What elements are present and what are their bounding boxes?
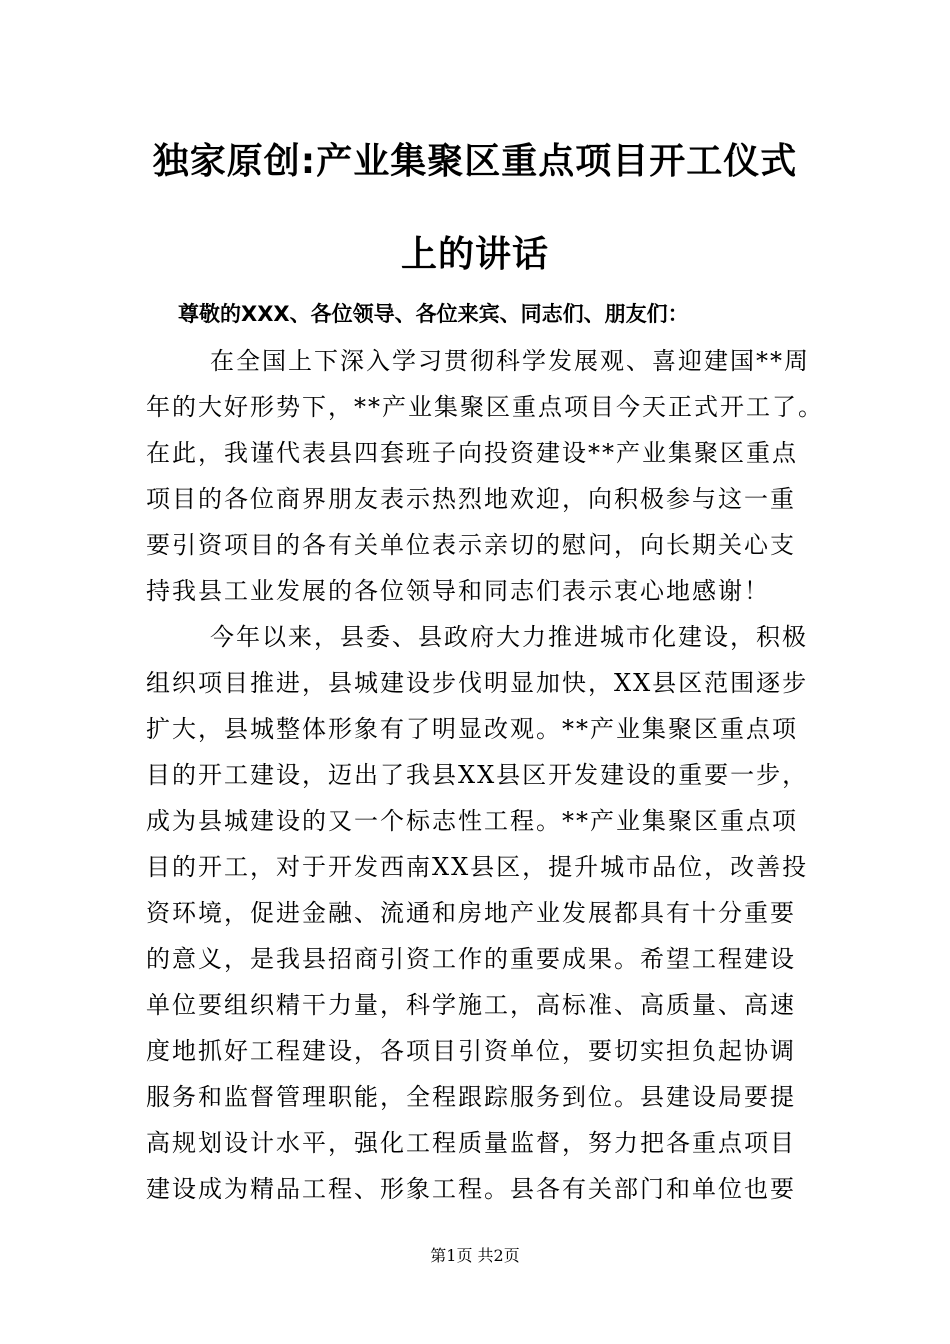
page-footer: 第1页 共2页 <box>430 1246 520 1265</box>
paragraph-line: 单位要组织精干力量，科学施工，高标准、高质量、高速 <box>146 991 796 1019</box>
paragraph-line: 项目的各位商界朋友表示热烈地欢迎，向积极参与这一重 <box>146 485 796 513</box>
paragraph-line: 要引资项目的各有关单位表示亲切的慰问，向长期关心支 <box>146 531 796 559</box>
paragraph-line: 扩大，县城整体形象有了明显改观。**产业集聚区重点项 <box>146 715 798 743</box>
document-title-line-1: 独家原创:产业集聚区重点项目开工仪式 <box>152 141 798 182</box>
paragraph-line: 持我县工业发展的各位领导和同志们表示衷心地感谢！ <box>146 577 770 605</box>
paragraph-line: 在此，我谨代表县四套班子向投资建设**产业集聚区重点 <box>146 439 798 467</box>
paragraph-line: 的意义，是我县招商引资工作的重要成果。希望工程建设 <box>146 945 796 973</box>
paragraph-line: 今年以来，县委、县政府大力推进城市化建设，积极 <box>210 623 808 651</box>
paragraph-line: 度地抓好工程建设，各项目引资单位，要切实担负起协调 <box>146 1037 796 1065</box>
paragraph-line: 资环境，促进金融、流通和房地产业发展都具有十分重要 <box>146 899 796 927</box>
paragraph-line: 高规划设计水平，强化工程质量监督，努力把各重点项目 <box>146 1129 796 1157</box>
paragraph-line: 服务和监督管理职能，全程跟踪服务到位。县建设局要提 <box>146 1083 796 1111</box>
paragraph-line: 目的开工，对于开发西南XX县区，提升城市品位，改善投 <box>146 853 809 881</box>
document-title-line-2: 上的讲话 <box>400 234 549 275</box>
paragraph-line: 成为县城建设的又一个标志性工程。**产业集聚区重点项 <box>146 807 798 835</box>
paragraph-line: 在全国上下深入学习贯彻科学发展观、喜迎建国**周 <box>210 347 810 375</box>
paragraph-line: 组织项目推进，县城建设步伐明显加快，XX县区范围逐步 <box>146 669 809 697</box>
salutation: 尊敬的XXX、各位领导、各位来宾、同志们、朋友们： <box>178 302 689 326</box>
paragraph-line: 目的开工建设，迈出了我县XX县区开发建设的重要一步， <box>146 761 809 789</box>
paragraph-line: 年的大好形势下，**产业集聚区重点项目今天正式开工了。 <box>146 393 824 421</box>
paragraph-line: 建设成为精品工程、形象工程。县各有关部门和单位也要 <box>146 1175 796 1203</box>
